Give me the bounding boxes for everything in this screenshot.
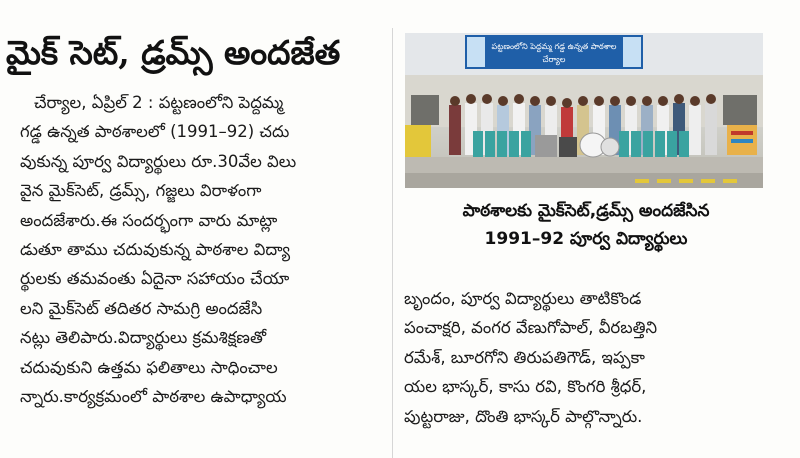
article-line: వైన మైక్‌సెట్, డ్రమ్స్, గజ్జలు విరాళంగా	[20, 181, 262, 201]
headline: మైక్ సెట్, డ్రమ్స్ అందజేత	[6, 33, 341, 72]
article-line: నట్లు తెలిపారు.విద్యార్థులు క్రమశిక్షణతో	[20, 328, 267, 348]
article-line: చదువుకుని ఉత్తమ ఫలితాలు సాధించాల	[20, 357, 278, 377]
article-line: బృందం, పూర్వ విద్యార్థులు తాటికొండ	[404, 289, 642, 308]
article-line: డుతూ తాము చదువుకున్న పాఠశాల విద్యా	[20, 239, 291, 259]
article-line: గడ్డ ఉన్నత పాఠశాలలో (1991–92) చదు	[20, 122, 290, 142]
photo-caption	[398, 197, 774, 253]
article-body-continued	[404, 284, 784, 431]
banner-text-line2: చేర్యాల	[542, 55, 566, 64]
article-line: న్నారు.కార్యక్రమంలో పాఠశాల ఉపాధ్యాయ	[20, 386, 287, 406]
article-line: ర్థులకు తమవంతు ఏదైనా సహాయం చేయా	[20, 269, 290, 289]
caption-line: పాఠశాలకు మైక్‌సెట్,డ్రమ్స్ అందజేసిన	[462, 201, 710, 221]
article-line: అందజేశారు.ఈ సందర్భంగా వారు మాట్లా	[20, 210, 278, 230]
article-line: చేర్యాల, ఏప్రిల్ 2 : పట్టణంలోని పెద్దమ్మ	[34, 93, 284, 112]
article-line: పంచాక్షరి, వంగర వేణుగోపాల్, వీరబత్తిని	[404, 318, 658, 338]
banner-text-line1: పట్టణంలోని పెద్దమ్మ గడ్డ ఉన్నత పాఠశాల	[491, 42, 617, 51]
cut-off-previous-text	[0, 0, 800, 10]
group-photo-illustration	[405, 33, 763, 188]
article-line: పుట్టరాజు, దొంతి భాస్కర్ పాల్గొన్నారు.	[404, 406, 643, 426]
article-line: రమేశ్, బూరగోని తిరుపతిగౌడ్, ఇప్పకా	[404, 347, 645, 367]
news-photo	[405, 33, 763, 188]
article-line: వుకున్న పూర్వ విద్యార్థులు రూ.30వేల విలు	[20, 151, 297, 171]
column-divider	[392, 28, 393, 458]
article-line: లని మైక్‌సెట్ తదితర సామగ్రి అందజేసి	[20, 298, 263, 318]
article-body	[20, 88, 388, 411]
caption-line: 1991–92 పూర్వ విద్యార్థులు	[484, 229, 688, 249]
article-line: యల భాస్కర్, కాసు రవి, కొంగరి శ్రీధర్,	[404, 377, 647, 397]
